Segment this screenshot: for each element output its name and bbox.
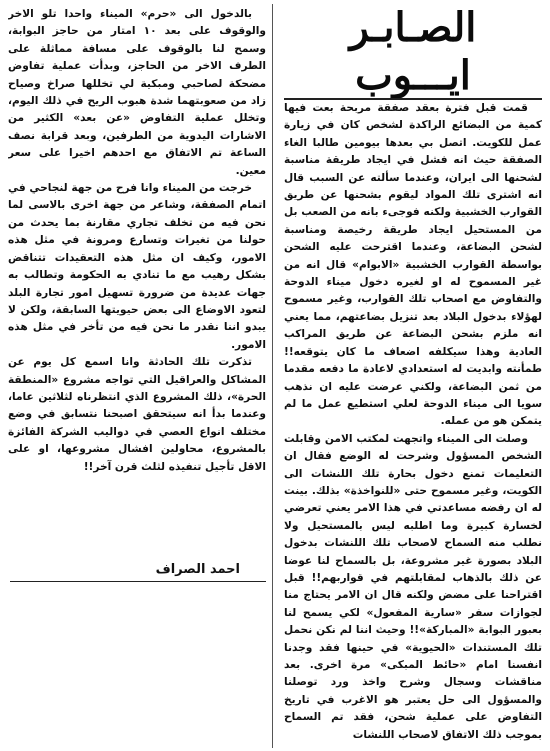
article-title-line-2: ايـــوب: [355, 52, 471, 99]
article-title-line-1: الصـابـر: [349, 4, 477, 51]
paragraph: بالدخول الى «حرم» الميناء واحدا تلو الاخر والوقوف على بعد ١٠ امتار من حاجز البوابة، وسمح لنا بالوقوف على مسافة مماثلة على الطرف الاخر من الحاجز، وبدأت عملية تفاوض مضحكة لصاحبي ومبكية لي تخللها صراخ وصياح زاد من صعوبتهما شدة هبوب الريح في ذلك اليوم، وتخلل عملية التفاوض «عن بعد» الكثير من الاشارات اليدوية من الطرفين، وبعد قرابة نصف الساعة تم الاتفاق مع احدهم اخيرا على سعر معين.: [8, 8, 266, 177]
paragraph: وصلت الى الميناء واتجهت لمكتب الامن وقابلت الشخص المسؤول وشرحت له الوضع فقال ان التعليمات تمنع دخول بحارة تلك اللنشات الى الكويت، وغير مسموح حتى «للنواخذة» بذلك. بينت له ان رفضه مساعدتي في هذا الامر يعني تعرضي لخسارة كبيرة وما اطلبه ليس بالمستحيل ولا نطلب منه السماح لاصحاب تلك اللنشات بدخول البلاد بصورة غير مشروعة، بل بالسماح لنا عوضا عن ذلك بالذهاب لمقابلتهم في قواربهم!! قبل اقتراحنا على مضض ولكنه قال ان الامر يحتاج منا لجوازات سفر «سارية المفعول» لكي يسمح لنا بعبور البوابة «المباركة»!! وحيث اننا لم نكن نحمل تلك المستندات «الحيوية» في حينها فقد وجدنا انفسنا امام «حائط المبكى» مرة اخرى. بعد مناقشات وسجال وشرح واخذ ورد توصلنا والمسؤول الى حل يعتبر هو الاغرب في تاريخ التفاوض على عملية شحن، فقد تم السماح بموجب ذلك الاتفاق لاصحاب اللنشات: [284, 432, 542, 741]
paragraph: خرجت من الميناء وانا فرح من جهة لنجاحي في اتمام الصفقة، وشاعر من جهة اخرى بالاسى لما نحن فيه من تخلف تجاري مقارنة بما يحدث من حولنا من تغيرات وتسارع ومرونة في مثل هذه الامور، وكيف ان مثل هذه التعقيدات تتناقض بشكل رهيب مع ما تنادي به الحكومة وتطالب به جهات عديدة من ضرورة تسهيل امور تجارة البلد لتعود الاوضاع الى بعض حيويتها السابقة، ولكن لا يبدو اننا نقدر ما نحن فيه من تأخر في مثل هذه الامور.: [8, 182, 266, 351]
column-divider: [272, 4, 273, 748]
article-column-left: [8, 6, 266, 566]
author-byline: احمد الصراف: [155, 562, 240, 577]
paragraph: تذكرت تلك الحادثة وانا اسمع كل يوم عن المشاكل والعراقيل التي تواجه مشروع «المنطقة الحرة»، ذلك المشروع الذي انتظرناه لثلاثين عاما، وعندما بدأ انه سيتحقق اصبحنا نتسابق في وضع مختلف انواع العصي في دواليب الشركة الفائزة بالمشروع، محاولين افشال مشروعها، او على الاقل تأجيل تنفيذه لثلث قرن آخر!!: [8, 356, 266, 473]
article-column-right: [284, 100, 542, 750]
byline-divider: [10, 581, 266, 582]
paragraph: قمت قبل فترة بعقد صفقة مربحة بعت فيها كمية من البضائع الراكدة لشخص كان في زيارة عمل للكويت. اتصل بي بعدها بيومين طالبا الغاء الصفقة حيث انه فشل في ايجاد طريقة مناسبة لشحنها الى ايران، وعندما سألته عن السبب قال انه اشترى تلك المواد ليقوم بشحنها عن طريق القوارب الخشبية ولكنه فوجىء بانه من الصعب بل من المستحيل ايجاد طريقة رخيصة ومناسبة لشحن البضاعة، وعندما اقترحت عليه الشحن بواسطة القوارب الخشبية «الابوام» قال انه من غير المسموح له او لغيره دخول ميناء الدوحة والتفاوض مع اصحاب تلك القوارب، وغير مسموح لهؤلاء بدخول البلاد بعد تنزيل بضاعتهم، مما يعني انه ملزم بشحن البضاعة عن طريق المراكب العادية وهذا سيكلفه اضعاف ما كان يتوقعه!! طمأنته وابديت له استعدادي لاعادة ما دفعه مقدما من ثمن البضاعة، ولكني عرضت عليه ان نذهب سويا الى ميناء الدوحة لعلي استطيع عمل ما لم يتمكن هو من عمله.: [284, 102, 542, 428]
article-title: [282, 4, 544, 100]
